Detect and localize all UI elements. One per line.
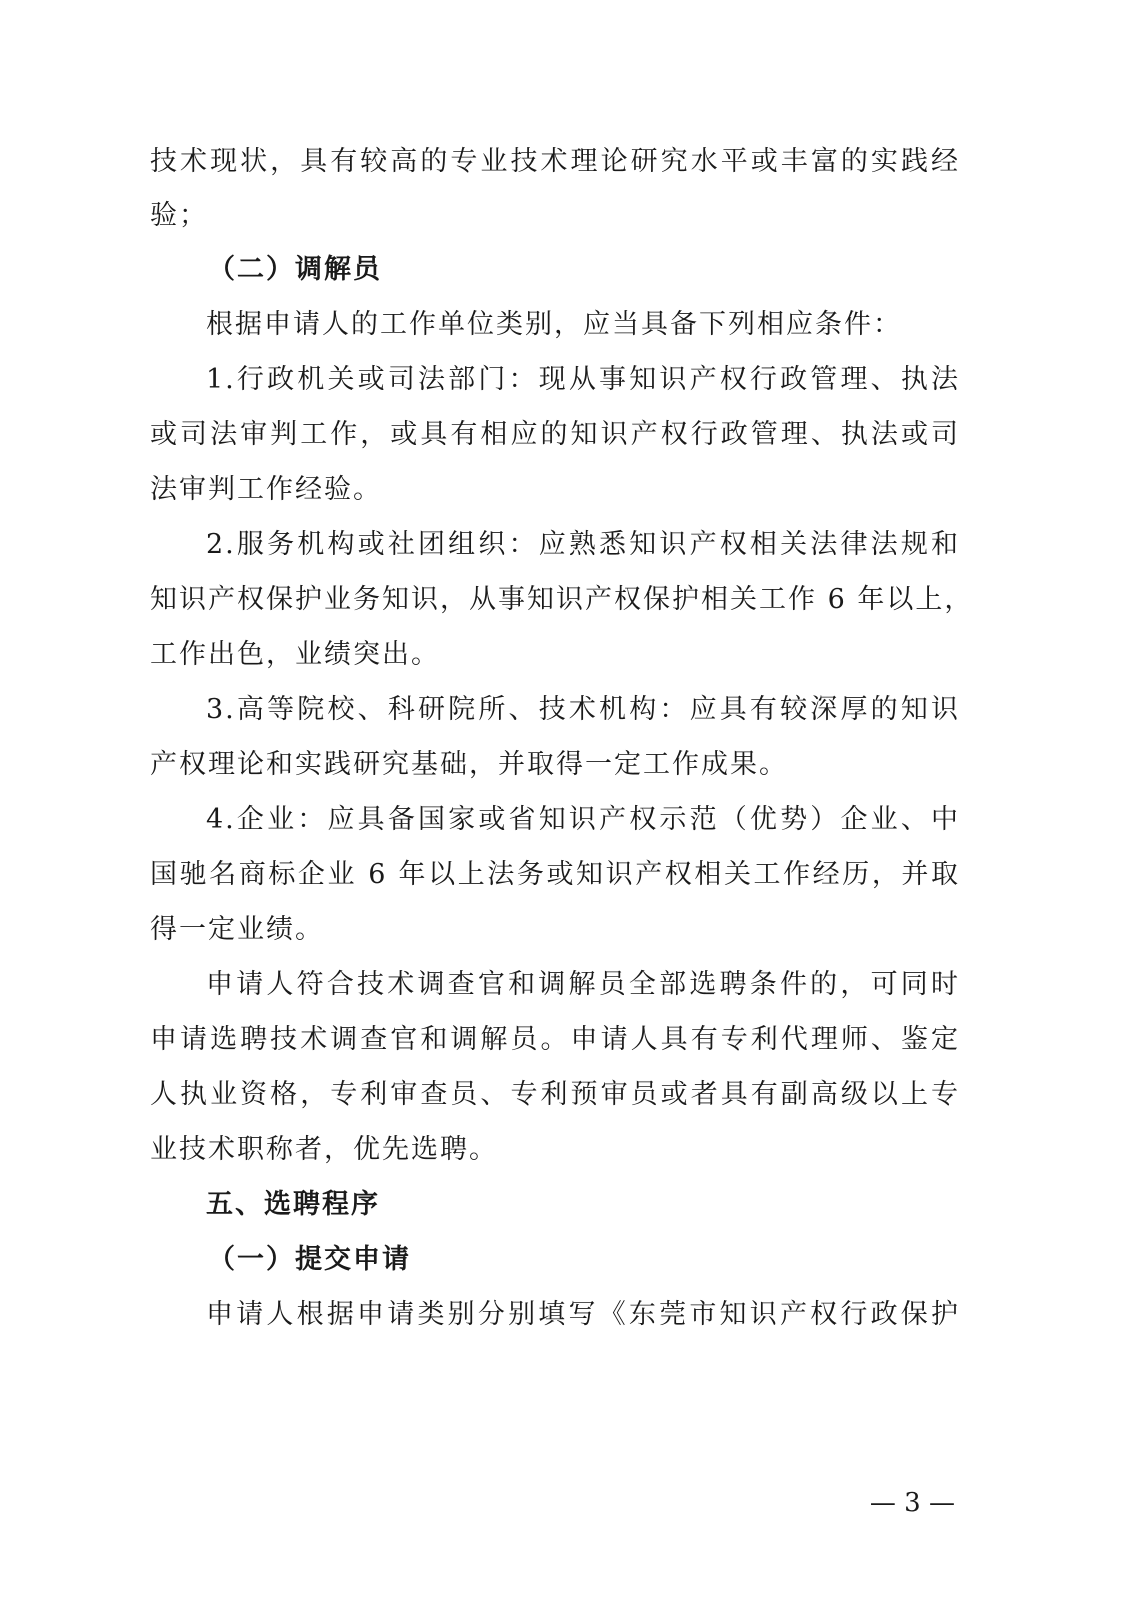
paragraph-line: 1.行政机关或司法部门：现从事知识产权行政管理、执法 <box>206 364 960 395</box>
paragraph-line: 根据申请人的工作单位类别，应当具备下列相应条件： <box>206 309 902 340</box>
section-heading: （二）调解员 <box>208 254 382 285</box>
paragraph-line: 2.服务机构或社团组织：应熟悉知识产权相关法律法规和 <box>206 529 960 560</box>
paragraph-line: 工作出色，业绩突出。 <box>150 639 440 670</box>
paragraph-line: 或司法审判工作，或具有相应的知识产权行政管理、执法或司 <box>150 419 960 450</box>
paragraph-line: 国驰名商标企业 6 年以上法务或知识产权相关工作经历，并取 <box>150 859 960 890</box>
paragraph-line: 人执业资格，专利审查员、专利预审员或者具有副高级以上专 <box>150 1079 960 1110</box>
paragraph-line: 法审判工作经验。 <box>150 474 382 505</box>
paragraph-line: 技术现状，具有较高的专业技术理论研究水平或丰富的实践经 <box>150 146 960 177</box>
page-number: — 3 — <box>869 1488 955 1518</box>
paragraph-line: 业技术职称者，优先选聘。 <box>150 1134 498 1165</box>
paragraph-line: 验； <box>150 200 208 231</box>
paragraph-line: 申请人根据申请类别分别填写《东莞市知识产权行政保护 <box>206 1299 960 1330</box>
paragraph-line: 4.企业：应具备国家或省知识产权示范（优势）企业、中 <box>206 804 960 835</box>
section-heading: 五、选聘程序 <box>206 1189 380 1220</box>
paragraph-line: 产权理论和实践研究基础，并取得一定工作成果。 <box>150 749 788 780</box>
section-heading: （一）提交申请 <box>208 1244 411 1275</box>
paragraph-line: 3.高等院校、科研院所、技术机构：应具有较深厚的知识 <box>206 694 960 725</box>
paragraph-line: 知识产权保护业务知识，从事知识产权保护相关工作 6 年以上， <box>150 584 974 615</box>
paragraph-line: 得一定业绩。 <box>150 914 324 945</box>
paragraph-line: 申请人符合技术调查官和调解员全部选聘条件的，可同时 <box>206 969 960 1000</box>
paragraph-line: 申请选聘技术调查官和调解员。申请人具有专利代理师、鉴定 <box>150 1024 960 1055</box>
